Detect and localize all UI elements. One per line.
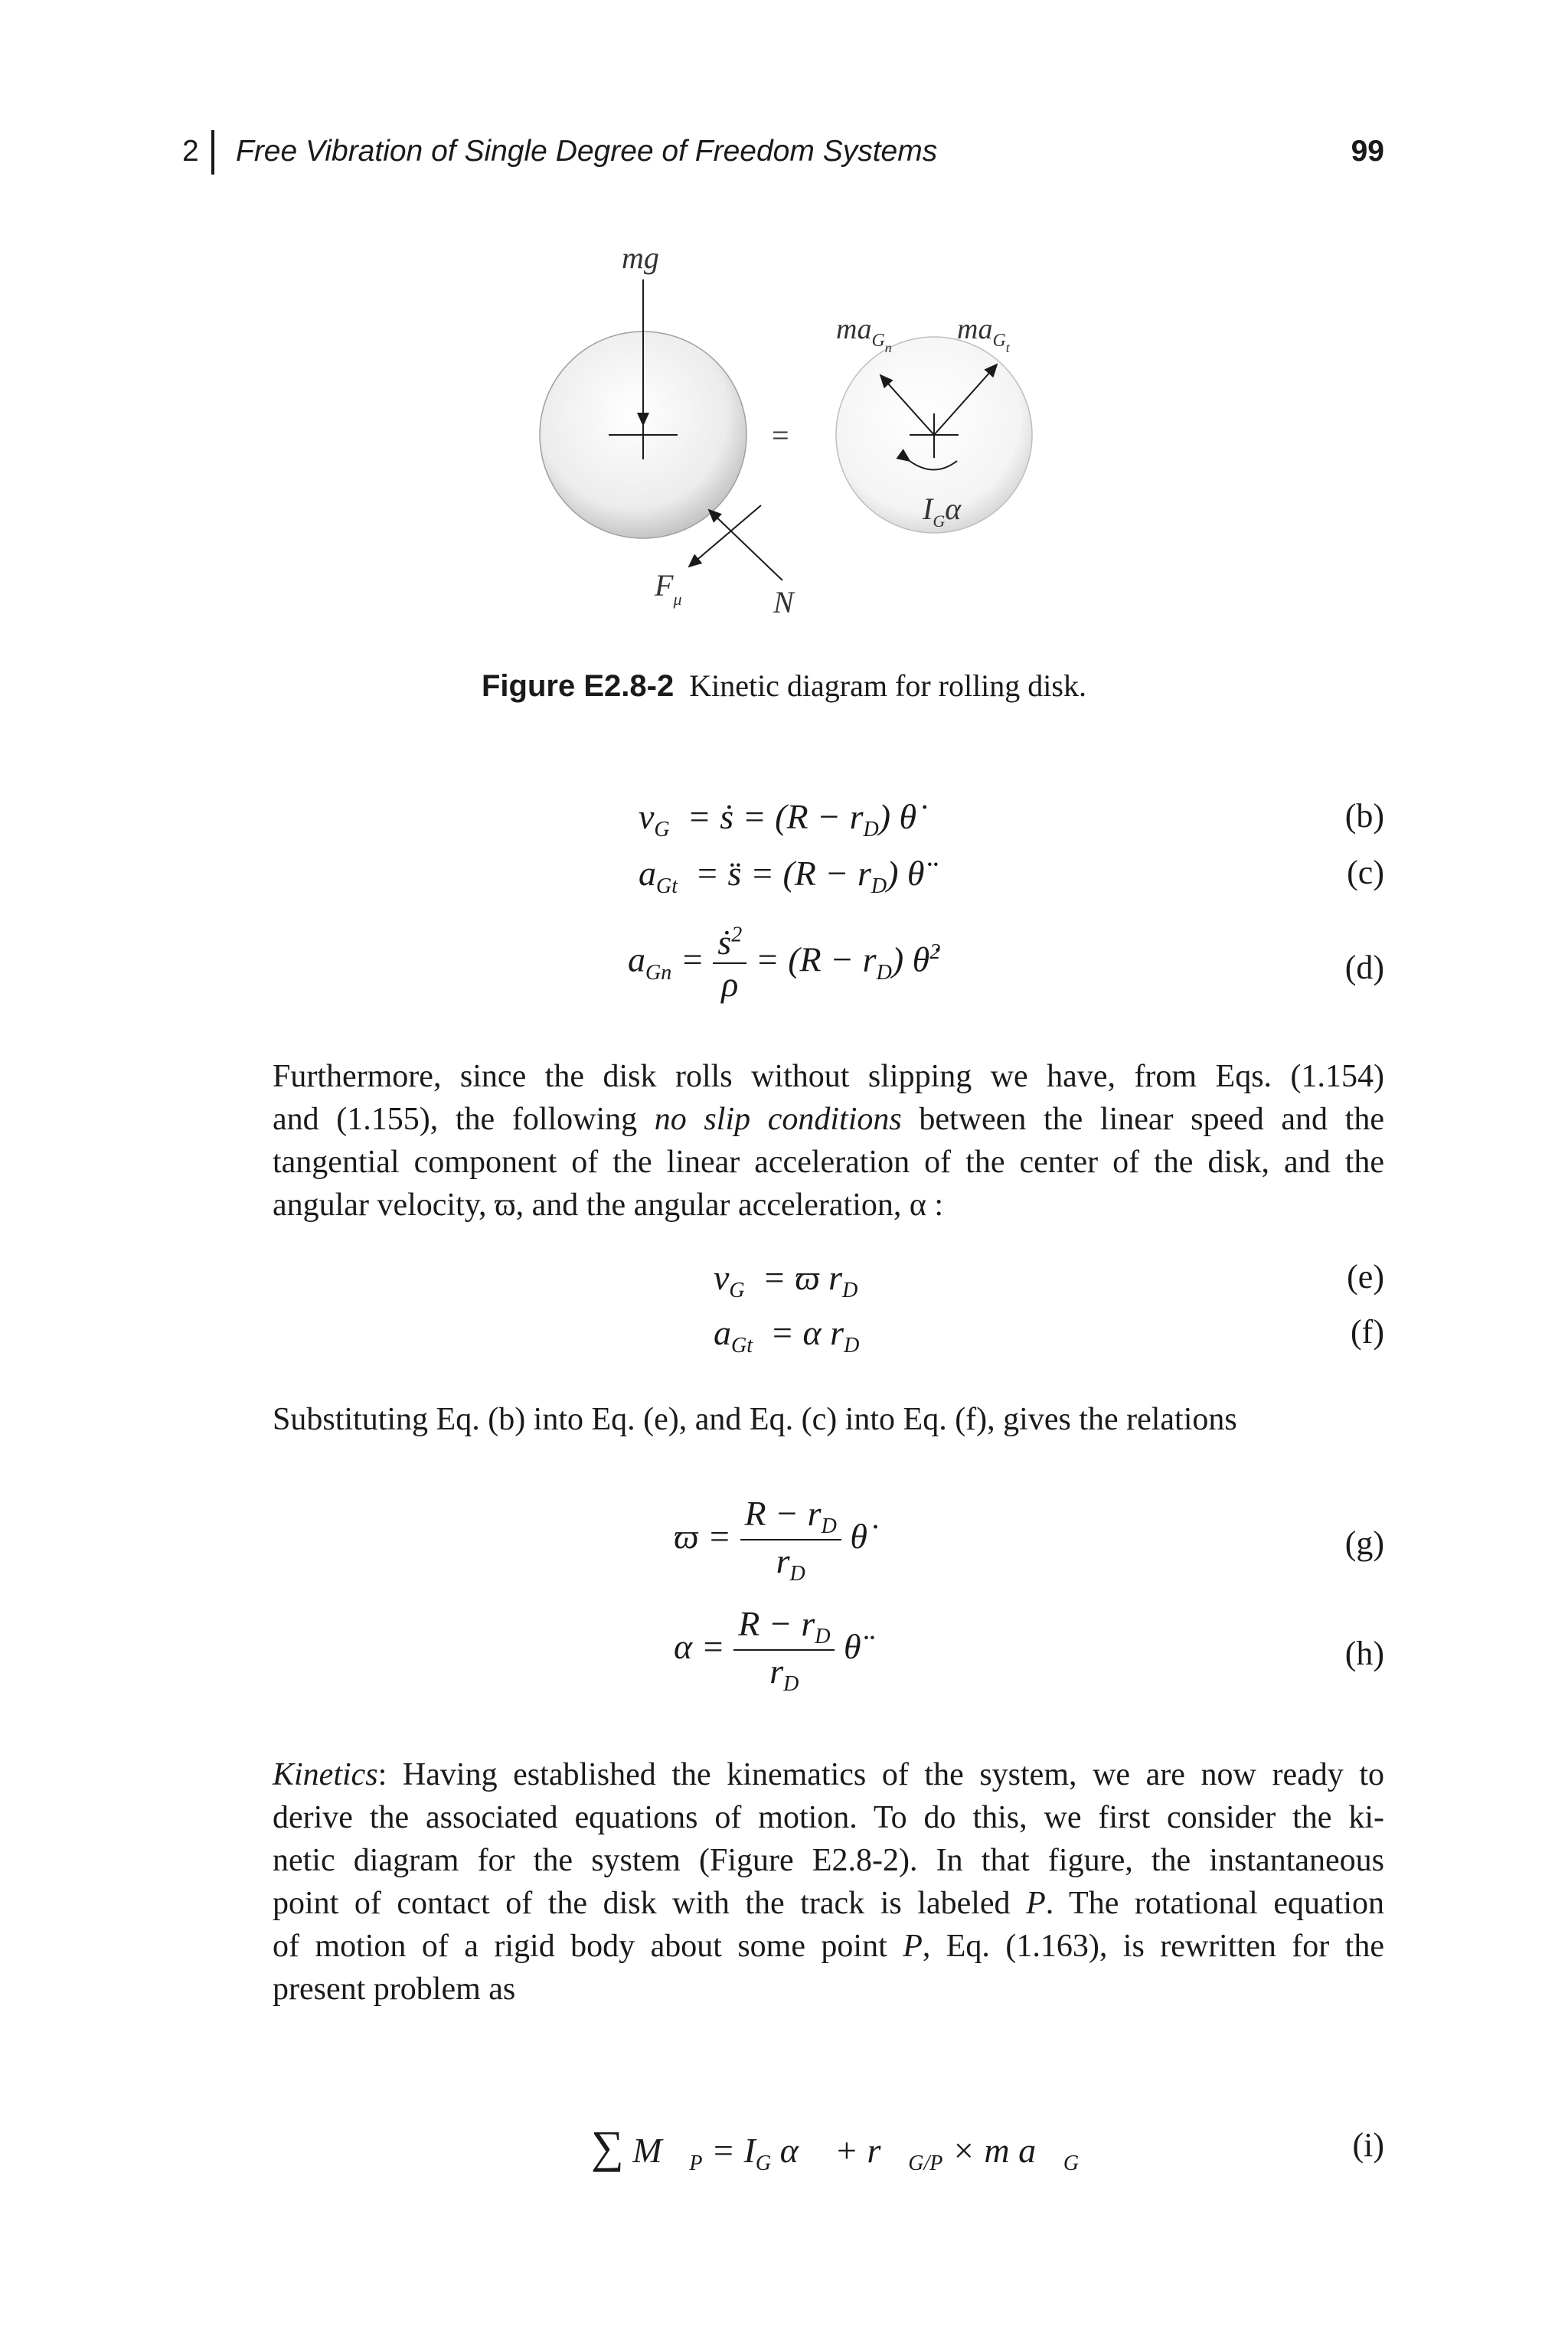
ma-gt-label: $ma_{Gt}$ bbox=[957, 313, 1010, 355]
kinetic-diagram-figure bbox=[528, 230, 1049, 628]
page-number: 99 bbox=[1351, 135, 1384, 168]
equals-sign: = bbox=[772, 418, 789, 452]
caption-number: Figure E2.8-2 bbox=[482, 669, 675, 703]
paragraph-kinetics: Kinetics: Having established the kinematics of the system, we are now ready to derive the associated equations of motion. To do this, we first consider the ki- netic diagram for the system (Figure E2.8-2). In that figure, the instantaneous point of contact of the disk with the track is labeled P. The rotational equation of motion of a rigid body about some point P, Eq. (1.163), is rewritten for the present problem as bbox=[273, 1757, 1385, 2007]
chapter-title: Free Vibration of Single Degree of Freedom Systems bbox=[236, 135, 938, 168]
equation-c: $a_{Gt}$ = s̈ = $(R - r_D)$ θ̈ (c) bbox=[639, 854, 1384, 899]
equation-c-tag: (c) bbox=[1347, 854, 1384, 891]
equation-g: ϖ = $\frac{R - r_D}{r_D}$ θ̇ (g) bbox=[674, 1494, 1384, 1586]
mg-label: mg bbox=[622, 240, 659, 275]
paragraph-substituting: Substituting Eq. (b) into Eq. (e), and Eq. (c) into Eq. (f), gives the relations bbox=[273, 1402, 1237, 1437]
normal-label: N bbox=[773, 585, 794, 619]
caption-text: Kinetic diagram for rolling disk. bbox=[689, 668, 1086, 703]
equation-i: ∑ $M⃗_P = I_G$ α⃗ + $r⃗_{G/P} \times m$ $a⃗_G$ (i) bbox=[591, 2122, 1384, 2176]
kinetic-diagram bbox=[528, 230, 1049, 628]
equation-b-tag: (b) bbox=[1344, 797, 1384, 835]
equation-d: $a_{Gn}$ = $\frac{ṡ^2}{\rho}$ = $(R - r_D)$ θ̇$^2$ (d) bbox=[628, 923, 1384, 1004]
equation-b: $v_G$ = ṡ = $(R - r_D)$ θ̇ (b) bbox=[639, 797, 1384, 842]
figure-caption bbox=[0, 668, 1568, 704]
equation-g-tag: (g) bbox=[1344, 1524, 1384, 1562]
equation-i-tag: (i) bbox=[1352, 2126, 1384, 2164]
equation-f: $a_{Gt} = \alpha$ $r_D$ (f) bbox=[714, 1313, 1384, 1358]
equation-h: α = $\frac{R - r_D}{r_D}$ θ̈ (h) bbox=[674, 1604, 1384, 1697]
header-divider bbox=[211, 130, 214, 175]
chapter-number: 2 bbox=[182, 135, 199, 168]
equation-f-tag: (f) bbox=[1351, 1313, 1384, 1351]
equation-d-tag: (d) bbox=[1344, 949, 1384, 986]
ma-gn-label: $ma_{Gn}$ bbox=[836, 313, 892, 355]
equation-e: $v_G = ϖ$ $r_D$ (e) bbox=[714, 1258, 1384, 1303]
paragraph-no-slip: Furthermore, since the disk rolls without slipping we have, from Eqs. (1.154) and (1.155), the following no slip conditions between the linear speed and the tangential component of the linear acceleration of the center of the disk, and the angular velocity, ϖ, and the angular acceleration, α : bbox=[273, 1059, 1384, 1223]
equation-e-tag: (e) bbox=[1347, 1258, 1384, 1295]
friction-label: $F_\mu$ bbox=[655, 568, 682, 609]
equation-h-tag: (h) bbox=[1344, 1635, 1384, 1672]
running-header bbox=[182, 130, 1384, 176]
normal-force-arrow bbox=[709, 510, 782, 580]
ig-alpha-label: $I_G\alpha$ bbox=[923, 492, 962, 531]
